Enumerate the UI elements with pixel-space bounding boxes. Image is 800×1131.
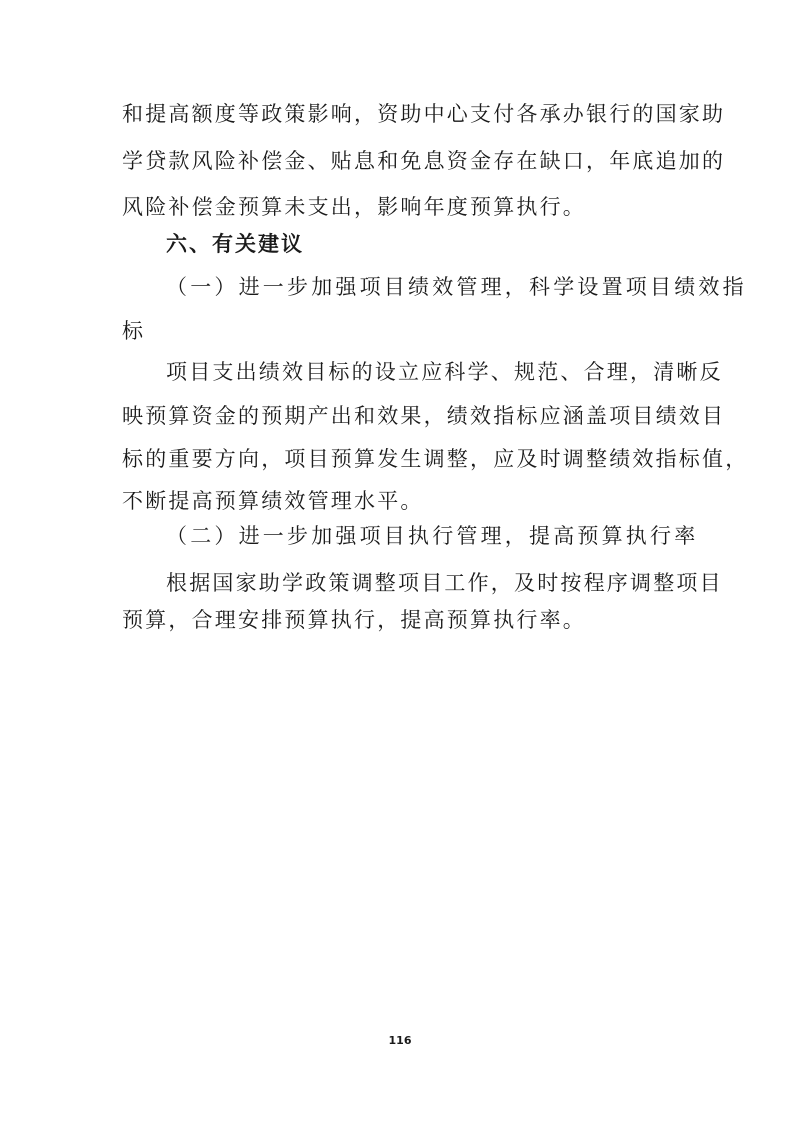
subsection-title: 标 <box>122 319 146 343</box>
paragraph-line: 不断提高预算绩效管理水平。 <box>122 489 424 513</box>
paragraph-line: 预算，合理安排预算执行，提高预算执行率。 <box>122 608 586 632</box>
paragraph-line: 学贷款风险补偿金、贴息和免息资金存在缺口，年底追加的 <box>122 149 726 173</box>
paragraph-line: 风险补偿金预算未支出，影响年度预算执行。 <box>122 195 586 219</box>
paragraph-line: 项目支出绩效目标的设立应科学、规范、合理，清晰反 <box>166 360 723 384</box>
page-number: 116 <box>388 1034 412 1047</box>
paragraph-line: 映预算资金的预期产出和效果，绩效指标应涵盖项目绩效目 <box>122 404 726 428</box>
paragraph-line: 根据国家助学政策调整项目工作，及时按程序调整项目 <box>166 571 723 595</box>
subsection-title: （二）进一步加强项目执行管理，提高预算执行率 <box>166 524 699 548</box>
section-heading: 六、有关建议 <box>166 232 304 256</box>
subsection-title: （一）进一步加强项目绩效管理，科学设置项目绩效指 <box>166 275 747 299</box>
paragraph-line: 和提高额度等政策影响，资助中心支付各承办银行的国家助 <box>122 102 726 126</box>
paragraph-line: 标的重要方向，项目预算发生调整，应及时调整绩效指标值， <box>122 447 749 471</box>
